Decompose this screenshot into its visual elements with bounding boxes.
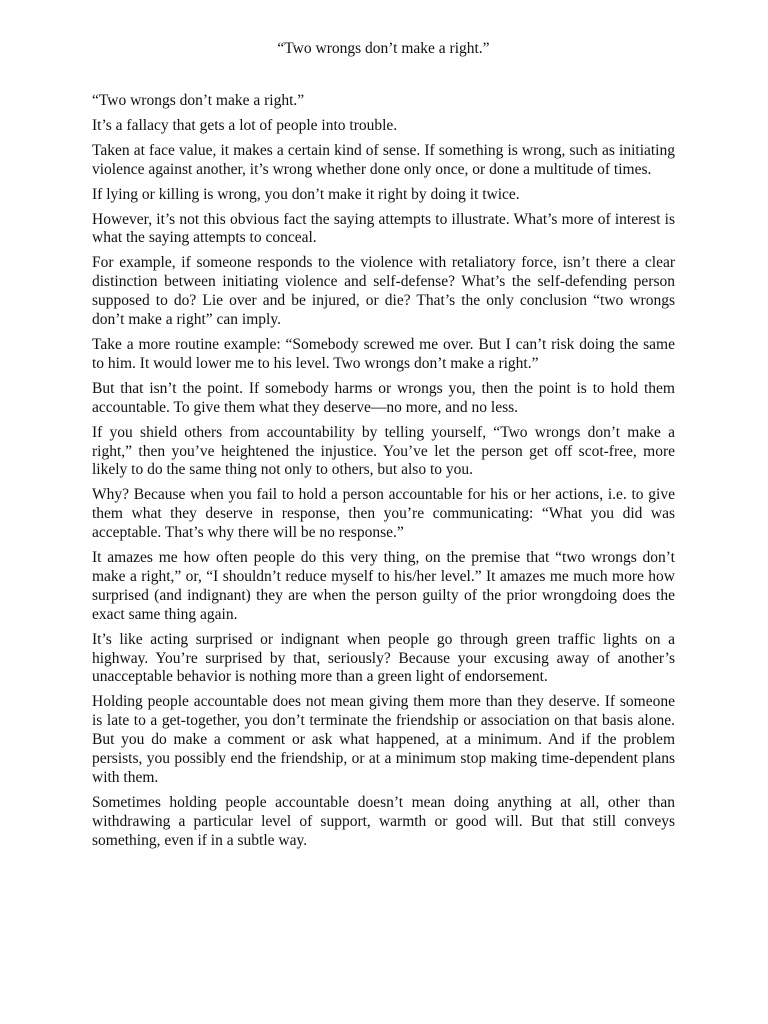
paragraph: Taken at face value, it makes a certain kind of sense. If something is wrong, such as initiating violence against another, it’s wrong whether done only once, or done a multitude of times. bbox=[92, 141, 675, 178]
paragraph: But that isn’t the point. If somebody harms or wrongs you, then the point is to hold them accountable. To give them what they deserve—no more, and no less. bbox=[92, 379, 675, 416]
paragraph: Take a more routine example: “Somebody screwed me over. But I can’t risk doing the same to him. It would lower me to his level. Two wrongs don’t make a right.” bbox=[92, 335, 675, 372]
paragraph: If you shield others from accountability by telling yourself, “Two wrongs don’t make a right,” then you’ve heightened the injustice. You’ve let the person get off scot-free, more likely to do the same thing not only to others, but also to you. bbox=[92, 423, 675, 479]
paragraph: It’s a fallacy that gets a lot of people into trouble. bbox=[92, 116, 398, 134]
paragraph: Sometimes holding people accountable doesn’t mean doing anything at all, other than withdrawing a particular level of support, warmth or good will. But that still conveys something, even if in a subtle way. bbox=[92, 793, 675, 849]
paragraph: Why? Because when you fail to hold a person accountable for his or her actions, i.e. to give them what they deserve in response, then you’re communicating: “What you did was acceptable. That’s why there will be no response.” bbox=[92, 486, 675, 542]
paragraph: If lying or killing is wrong, you don’t make it right by doing it twice. bbox=[92, 185, 520, 203]
document-body bbox=[92, 92, 675, 851]
paragraph: However, it’s not this obvious fact the saying attempts to illustrate. What’s more of interest is what the saying attempts to conceal. bbox=[92, 210, 675, 247]
document-title: “Two wrongs don’t make a right.” bbox=[277, 40, 490, 57]
paragraph: It amazes me how often people do this very thing, on the premise that “two wrongs don’t make a right,” or, “I shouldn’t reduce myself to his/her level.” It amazes me much more how surprised (and indignant) they are when the person guilty of the prior wrongdoing does the exact same thing again. bbox=[92, 549, 675, 623]
document-page bbox=[92, 40, 675, 857]
paragraph: “Two wrongs don’t make a right.” bbox=[92, 92, 305, 109]
paragraph: It’s like acting surprised or indignant when people go through green traffic lights on a highway. You’re surprised by that, seriously? Because your excusing away of another’s unacceptable behavior is nothing more than a green light of endorsement. bbox=[92, 630, 675, 686]
paragraph: Holding people accountable does not mean giving them more than they deserve. If someone is late to a get-together, you don’t terminate the friendship or association on that basis alone. But you do make a comment or ask what happened, at a minimum. And if the problem persists, you possibly end the friendship, or at a minimum stop making time-dependent plans with them. bbox=[92, 693, 675, 786]
paragraph: For example, if someone responds to the violence with retaliatory force, isn’t there a clear distinction between initiating violence and self-defense? What’s the self-defending person supposed to do? Lie over and be injured, or die? That’s the only conclusion “two wrongs don’t make a right” can imply. bbox=[92, 254, 675, 329]
